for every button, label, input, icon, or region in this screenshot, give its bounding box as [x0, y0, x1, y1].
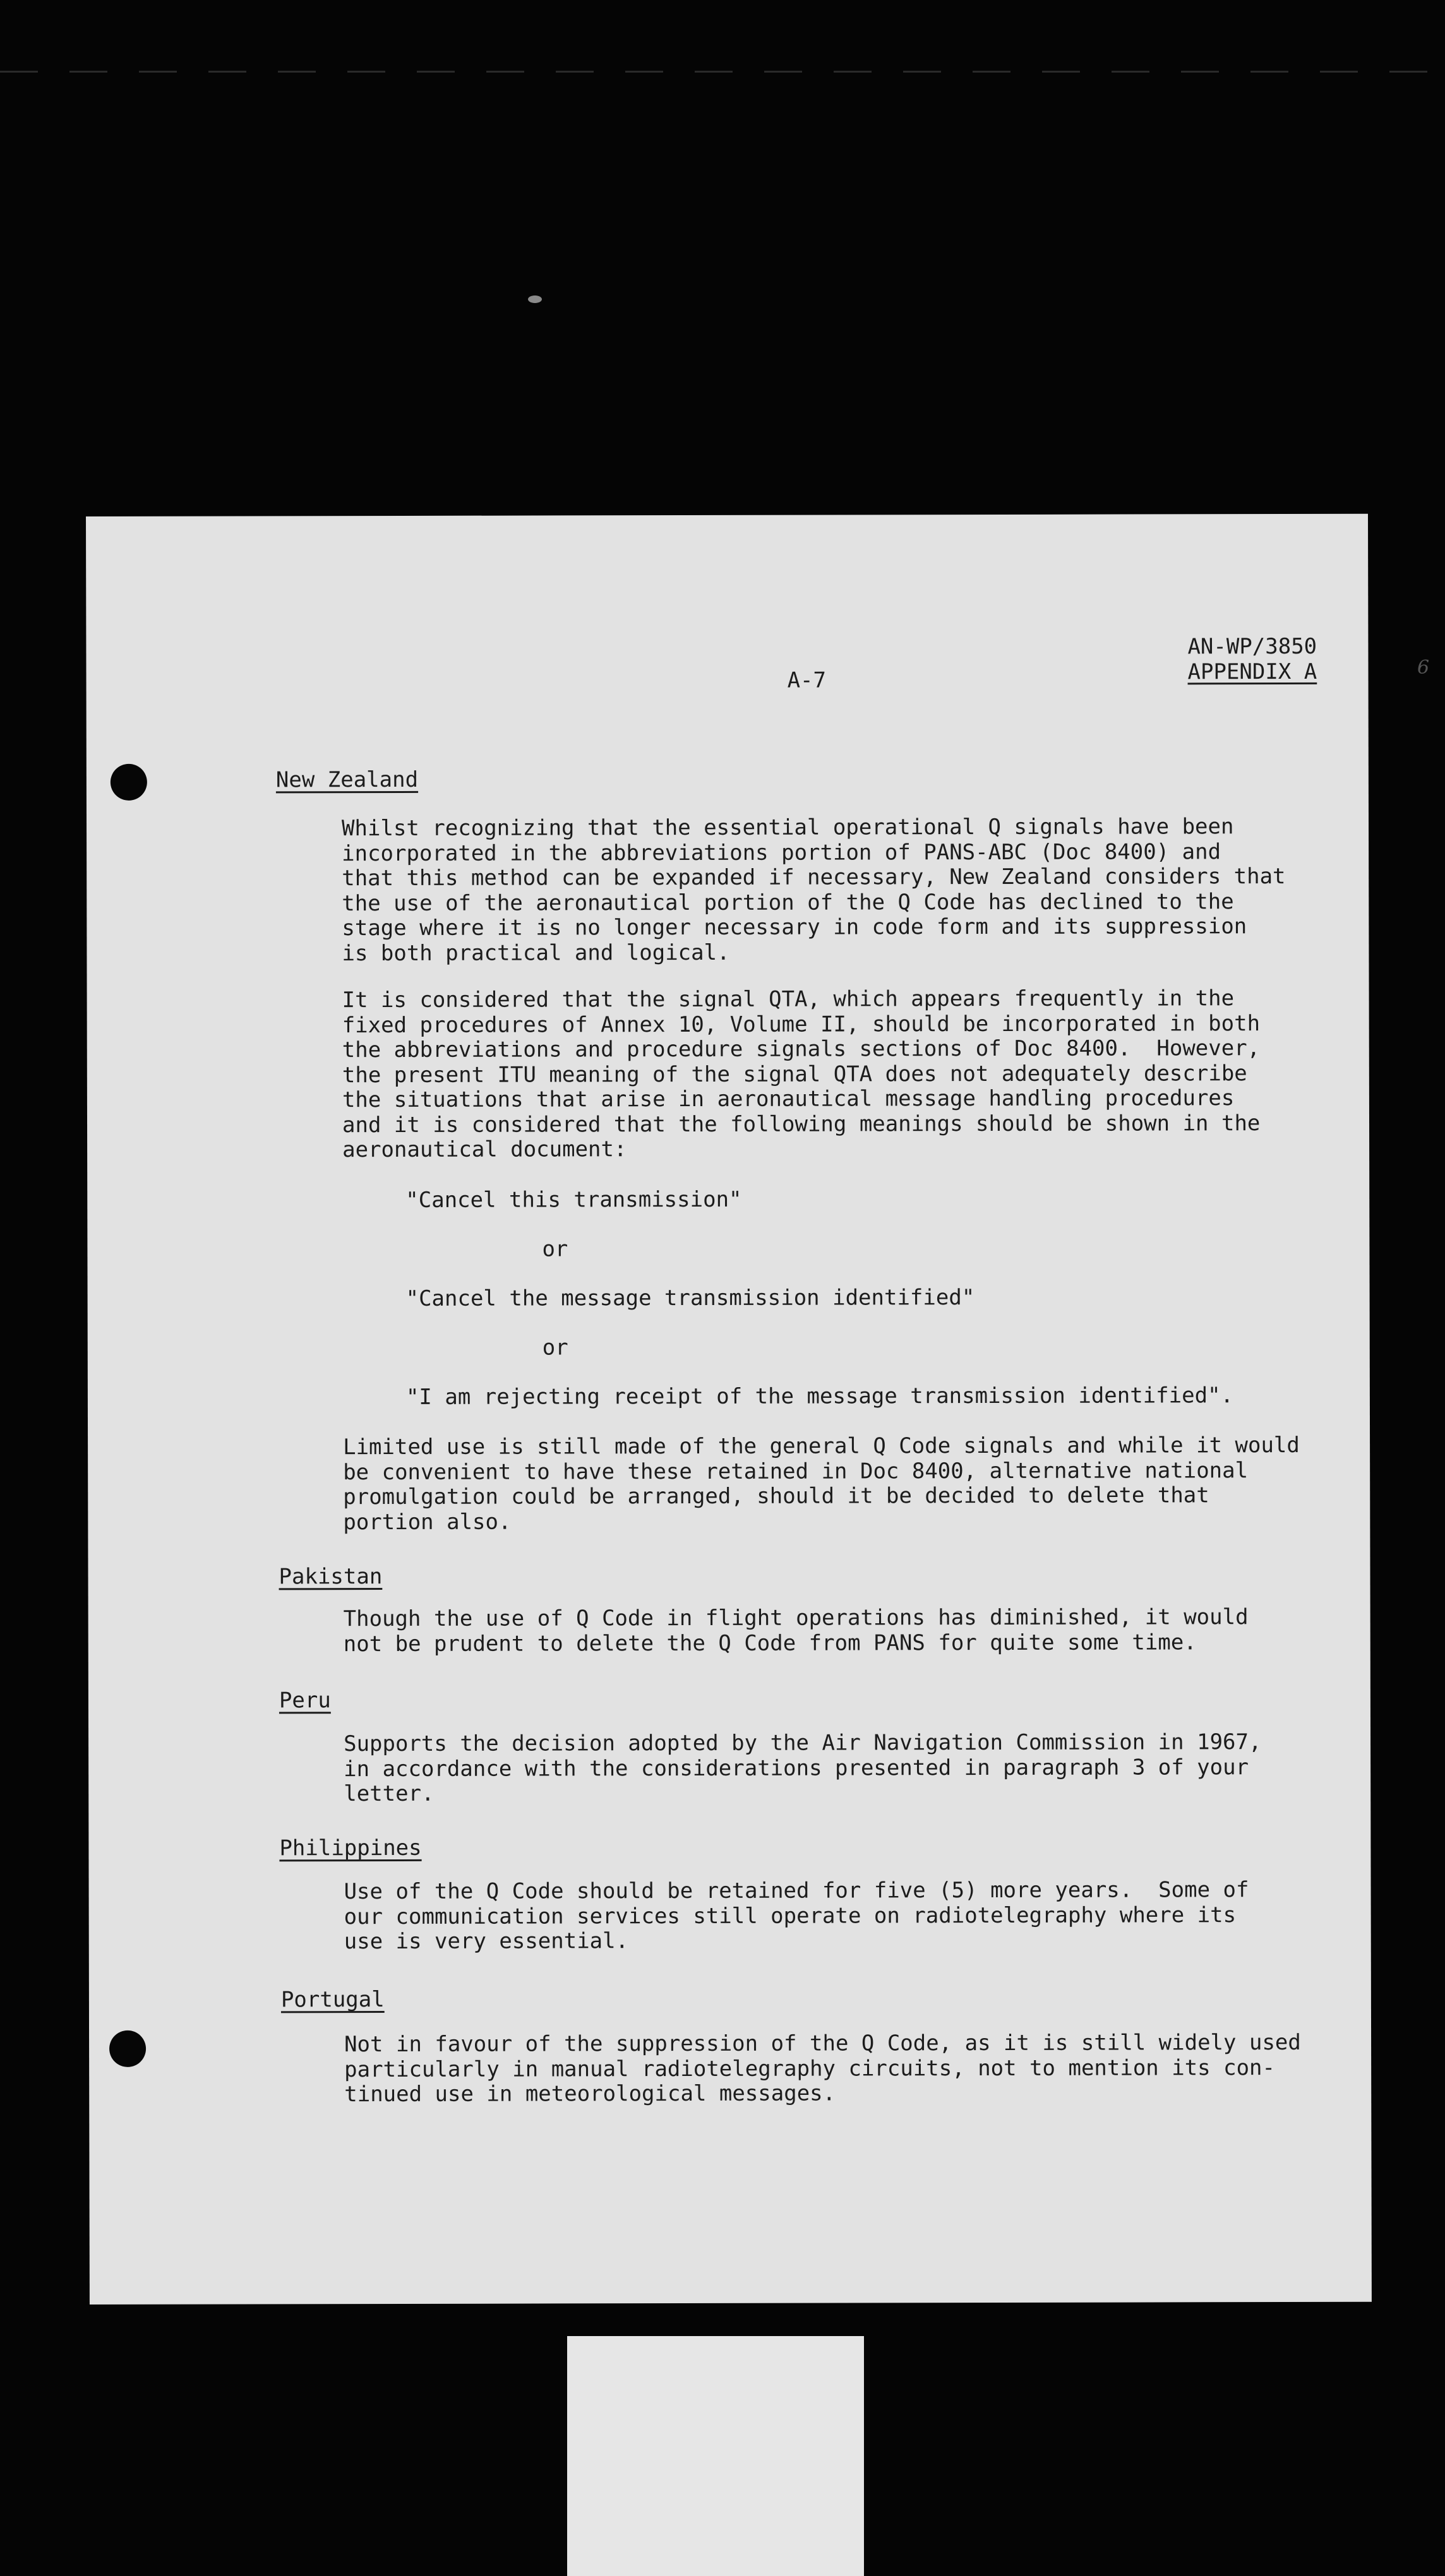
- dust-speck: [528, 295, 542, 303]
- paragraph: It is considered that the signal QTA, which appears frequently in the fixed procedures of Annex 10, Volume II, should be incorporated in both the abbreviations and procedure signals sections of Doc 8400. However, the present ITU meaning of the signal QTA does not adequately describe the situations that arise in aeronautical message handling procedures and it is considered that the following meanings should be shown in the aeronautical document:: [342, 986, 1261, 1163]
- or-label: or: [542, 1335, 568, 1361]
- section-heading-pakistan: Pakistan: [279, 1564, 383, 1590]
- paragraph: Though the use of Q Code in flight operations has diminished, it would not be prudent to delete the Q Code from PANS for quite some time.: [343, 1604, 1249, 1657]
- quoted-meaning: "Cancel the message transmission identified": [405, 1285, 975, 1311]
- document-reference: [1187, 634, 1317, 684]
- margin-mark: 6: [1417, 657, 1430, 679]
- paragraph: Use of the Q Code should be retained for five (5) more years. Some of our communication services still operate on radiotelegraphy where its use is very essential.: [344, 1877, 1249, 1955]
- section-heading-new-zealand: New Zealand: [275, 766, 419, 793]
- section-heading-portugal: Portugal: [280, 1987, 385, 2013]
- page-label: A-7: [787, 667, 827, 693]
- quoted-meaning: "Cancel this transmission": [405, 1186, 742, 1213]
- punch-hole: [109, 2030, 146, 2067]
- punch-hole: [111, 764, 147, 801]
- paragraph: Not in favour of the suppression of the Q Code, as it is still widely used particularly in manual radiotelegraphy circuits, not to mention its con- tinued use in meteorological messages.: [344, 2029, 1301, 2108]
- quoted-meaning: "I am rejecting receipt of the message transmission identified".: [405, 1383, 1234, 1410]
- appendix-label: APPENDIX A: [1187, 659, 1317, 685]
- document-page: [86, 514, 1372, 2305]
- scan-border-line: [0, 71, 1445, 73]
- or-label: or: [542, 1236, 568, 1262]
- document-number: AN-WP/3850: [1187, 633, 1317, 660]
- scan-target-card: [567, 2336, 864, 2576]
- paragraph: Whilst recognizing that the essential operational Q signals have been incorporated in the abbreviations portion of PANS-ABC (Doc 8400) and that this method can be expanded if necessary, New Zealand considers that the use of the aeronautical portion of the Q Code has declined to the stage where it is no longer necessary in code form and its suppression is both practical and logical.: [341, 814, 1286, 966]
- paragraph: Limited use is still made of the general Q Code signals and while it would be convenient to have these retained in Doc 8400, alternative national promulgation could be arranged, should it be decided to delete that portion also.: [343, 1432, 1300, 1535]
- paragraph: Supports the decision adopted by the Air Navigation Commission in 1967, in accordance with the considerations presented in paragraph 3 of your letter.: [344, 1729, 1262, 1807]
- section-heading-peru: Peru: [279, 1688, 331, 1714]
- section-heading-philippines: Philippines: [279, 1835, 422, 1861]
